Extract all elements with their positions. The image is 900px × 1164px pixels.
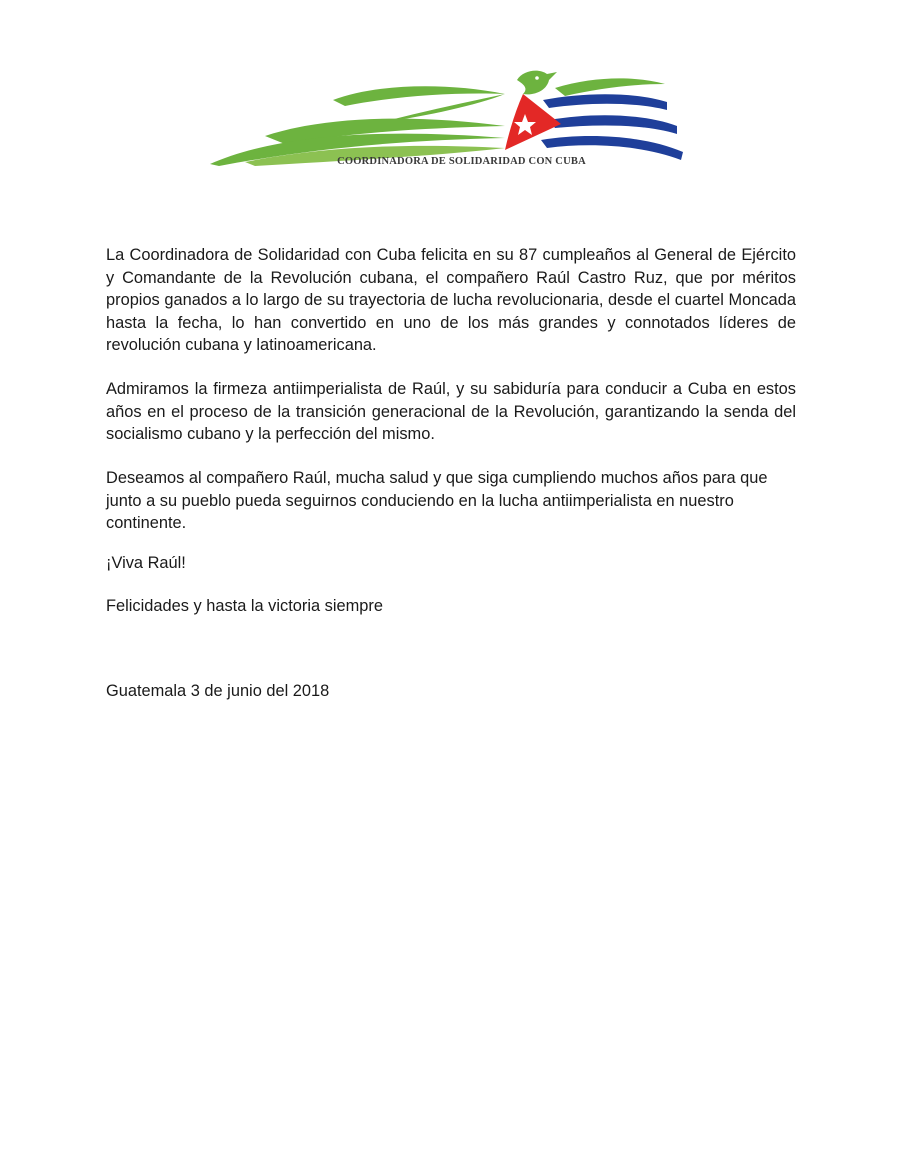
- letter-place-date: Guatemala 3 de junio del 2018: [106, 682, 330, 700]
- letter-paragraph-1: La Coordinadora de Solidaridad con Cuba felicita en su 87 cumpleaños al General de Ejército y Comandante de la Revolución cubana, el compañero Raúl Castro Ruz, que por méritos propios ganados a lo largo de su trayectoria de lucha revolucionaria, desde el cuartel Moncada hasta la fecha, lo han convertido en uno de los más grandes y connotados líderes de revolución cubana y latinoamericana.: [106, 246, 796, 355]
- organization-name: COORDINADORA DE SOLIDARIDAD CON CUBA: [337, 156, 586, 167]
- blue-stripe-2: [549, 115, 677, 134]
- green-wing-right: [555, 78, 665, 96]
- bird-head: [517, 71, 557, 95]
- green-swoosh-top: [333, 86, 505, 106]
- blue-stripe-1: [543, 94, 667, 110]
- letter-closing: Felicidades y hasta la victoria siempre: [106, 597, 383, 615]
- letter-paragraph-2: Admiramos la firmeza antiimperialista de Raúl, y su sabiduría para conducir a Cuba en estos años en el proceso de la transición generacional de la Revolución, garantizando la senda del socialismo cubano y la perfección del mismo.: [106, 380, 796, 444]
- letter-paragraph-3: Deseamos al compañero Raúl, mucha salud y que siga cumpliendo muchos años para que junto a su pueblo pueda seguirnos conduciendo en la lucha antiimperialista en nuestro continente.: [106, 469, 768, 533]
- letter-exclamation: ¡Viva Raúl!: [106, 554, 186, 572]
